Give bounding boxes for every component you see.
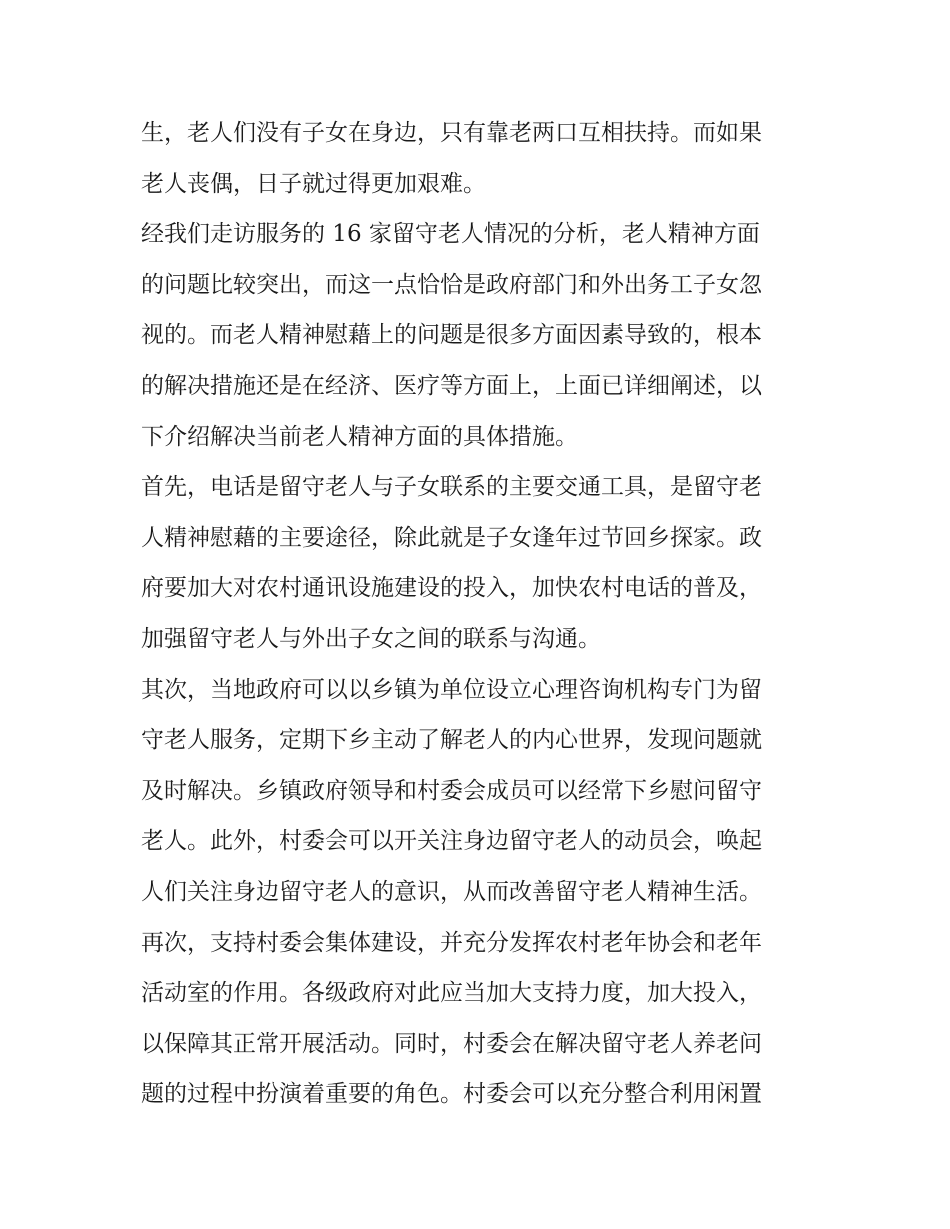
text-line: 活动室的作用。各级政府对此应当加大支持力度，加大投入， [141,980,762,1007]
text-line: 下介绍解决当前老人精神方面的具体措施。 [141,423,578,450]
text-line: 再次，支持村委会集体建设，并充分发挥农村老年协会和老年 [141,929,762,956]
text-line: 题的过程中扮演着重要的角色。村委会可以充分整合利用闲置 [141,1081,762,1108]
text-line: 府要加大对农村通讯设施建设的投入，加快农村电话的普及， [141,575,762,602]
text-line: 及时解决。乡镇政府领导和村委会成员可以经常下乡慰问留守 [141,777,762,804]
text-line: 老人。此外，村委会可以开关注身边留守老人的动员会，唤起 [141,828,762,855]
text-line: 人们关注身边留守老人的意识，从而改善留守老人精神生活。 [141,878,762,905]
text-line: 加强留守老人与外出子女之间的联系与沟通。 [141,625,601,652]
text-line: 人精神慰藉的主要途径，除此就是子女逢年过节回乡探家。政 [141,524,762,551]
text-line: 生，老人们没有子女在身边，只有靠老两口互相扶持。而如果 [141,120,762,146]
text-line: 经我们走访服务的 16 家留守老人情况的分析，老人精神方面 [141,221,760,248]
text-line: 首先，电话是留守老人与子女联系的主要交通工具，是留守老 [141,474,762,501]
body-text [141,108,821,1120]
text-line: 以保障其正常开展活动。同时，村委会在解决留守老人养老问 [141,1030,762,1057]
text-line: 其次，当地政府可以以乡镇为单位设立心理咨询机构专门为留 [141,676,762,703]
text-line: 的解决措施还是在经济、医疗等方面上，上面已详细阐述，以 [141,372,762,399]
text-line: 老人丧偶，日子就过得更加艰难。 [141,170,486,197]
text-line: 的问题比较突出，而这一点恰恰是政府部门和外出务工子女忽 [141,271,762,298]
text-line: 视的。而老人精神慰藉上的问题是很多方面因素导致的，根本 [141,322,762,349]
text-line: 守老人服务，定期下乡主动了解老人的内心世界，发现问题就 [141,727,762,754]
